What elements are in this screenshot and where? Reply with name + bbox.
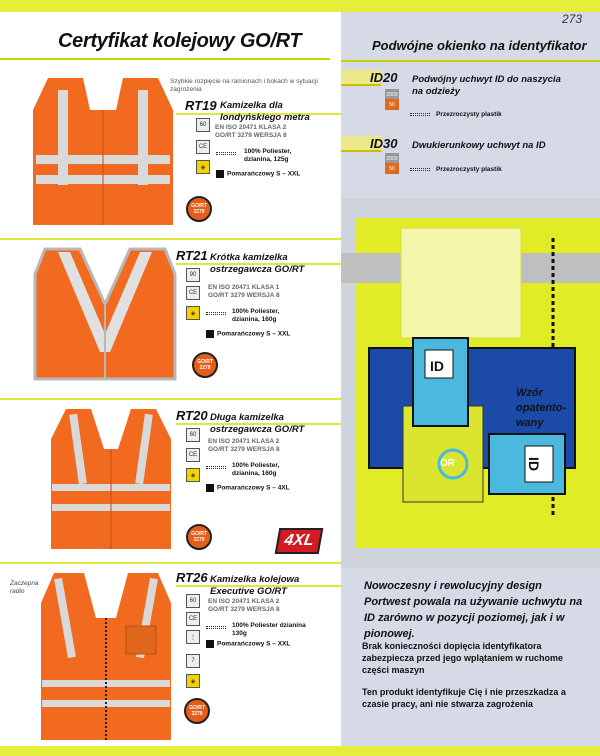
- id30-qty-bottom: 50: [385, 163, 399, 174]
- hi-vis-icon: ◈: [186, 674, 200, 688]
- fabric-icon: [410, 113, 430, 116]
- rt21-color-size-text: Pomarańczowy S – XXL: [217, 330, 291, 338]
- divider: [0, 562, 341, 564]
- color-swatch: [206, 484, 214, 492]
- top-bar: [0, 0, 600, 12]
- paragraph-2: Ten produkt identyfikuje Cię i nie przeszkadza a czasie pracy, ani nie stwarza zagrożenia: [362, 687, 566, 709]
- rt19-code: RT19: [185, 98, 217, 113]
- rt26-standard2: GO/RT 3279 WERSJA 8: [208, 606, 280, 613]
- rt19-note: Szybkie rozpięcie na ramionach i bokach w sytuacji zagrożenia: [170, 78, 318, 93]
- 4xl-badge: 4XL: [275, 528, 324, 554]
- rt19-class-value: 60: [199, 122, 207, 128]
- right-section-title: Podwójne okienko na identyfikator: [372, 38, 587, 53]
- class-icon: [186, 268, 200, 282]
- rt20-fabric: 100% Poliester, dzianina, 160g: [232, 462, 280, 477]
- headline: Nowoczesny i rewolucyjny design Portwest powala na używanie uchwytu na ID zarówno w pozycji poziomej, jak i w pionowej.: [364, 580, 583, 640]
- rt21-standard1: EN ISO 20471 KLASA 1: [208, 284, 280, 291]
- rt26-code: RT26: [176, 570, 208, 585]
- id20-code: ID20: [370, 70, 398, 85]
- rt21-color-size: [206, 330, 290, 339]
- rt21-name: Krótka kamizelka ostrzegawcza GO/RT: [210, 252, 305, 275]
- go-rt-seal-icon: GO/RT 3279: [192, 352, 218, 378]
- patent-label: Wzór opatento-wany: [516, 387, 567, 429]
- hi-vis-icon: ◈: [186, 306, 200, 320]
- divider: [0, 398, 341, 400]
- vest-rt26-image: [36, 568, 176, 744]
- vest-rt20-image: [46, 404, 176, 552]
- left-section-title: Certyfikat kolejowy GO/RT: [58, 30, 302, 52]
- color-swatch: [206, 330, 214, 338]
- class-icon: [186, 428, 200, 442]
- hi-vis-icon: ◈: [186, 468, 200, 482]
- id-label-vertical: ID: [430, 358, 444, 374]
- id20-name: Podwójny uchwyt ID do naszycia na odzieży: [412, 74, 561, 97]
- vest-rt21-image: [30, 244, 180, 394]
- rt19-standard1: EN ISO 20471 KLASA 2: [215, 124, 287, 131]
- go-rt-seal-icon: GO/RT 3279: [184, 698, 210, 724]
- rt19-color-size: [216, 170, 300, 179]
- id20-material: Przezroczysty plastik: [436, 111, 502, 118]
- fabric-icon: [206, 466, 226, 469]
- go-rt-seal-icon: GO/RT 3279: [186, 524, 212, 550]
- rt20-name: Długa kamizelka ostrzegawcza GO/RT: [210, 412, 305, 435]
- rt21-fabric: 100% Poliester, dzianina, 160g: [232, 308, 280, 323]
- right-title-underline: [341, 60, 600, 62]
- rt19-name: Kamizelka dla londyńskiego metra: [220, 100, 310, 123]
- ce-icon: CE: [196, 140, 210, 154]
- class-icon: [186, 594, 200, 608]
- rt26-color-size: [206, 640, 290, 649]
- rt20-code: RT20: [176, 408, 208, 423]
- id30-material: Przezroczysty plastik: [436, 166, 502, 173]
- rt19-standard2: GO/RT 3279 WERSJA 8: [215, 132, 287, 139]
- fabric-icon: [410, 168, 430, 171]
- rt26-standard1: EN ISO 20471 KLASA 2: [208, 598, 280, 605]
- fabric-icon: [206, 312, 226, 315]
- fabric-icon: [206, 626, 226, 629]
- rt20-color-size: [206, 484, 290, 493]
- color-swatch: [206, 640, 214, 648]
- id-label-horizontal: ID: [526, 457, 542, 471]
- rt21-code: RT21: [176, 248, 208, 263]
- ce-icon: CE: [186, 612, 200, 626]
- class-icon: [196, 118, 210, 132]
- paragraph-1: Brak konieczności dopięcia identyfikatora zabezpiecza przed jego wplątaniem w ruchome części maszyn: [362, 641, 564, 675]
- ce-icon: CE: [186, 448, 200, 462]
- left-title-underline: [0, 58, 330, 60]
- rt20-color-size-text: Pomarańczowy S – 4XL: [217, 484, 290, 492]
- pocket-count-icon: [186, 654, 200, 668]
- rt20-standard1: EN ISO 20471 KLASA 2: [208, 438, 280, 445]
- rt21-standard2: GO/RT 3279 WERSJA 8: [208, 292, 280, 299]
- divider: [0, 238, 341, 240]
- rt21-class-value: 90: [189, 272, 197, 278]
- rt20-standard2: GO/RT 3279 WERSJA 8: [208, 446, 280, 453]
- rt20-class-value: 60: [189, 432, 197, 438]
- fabric-icon: [216, 152, 236, 155]
- or-label: OR: [440, 458, 455, 469]
- ce-icon: CE: [186, 286, 200, 300]
- rt26-class-value: 60: [189, 598, 197, 604]
- rt19-fabric: 100% Poliester, dzianina, 125g: [244, 148, 292, 163]
- rt26-name: Kamizelka kolejowa Executive GO/RT: [210, 574, 300, 597]
- rt26-fabric: 100% Poliester dzianina 130g: [232, 622, 306, 637]
- color-swatch: [216, 170, 224, 178]
- page-number: 273: [561, 12, 582, 26]
- rt26-color-size-text: Pomarańczowy S – XXL: [217, 640, 291, 648]
- rt19-color-size-text: Pomarańczowy S – XXL: [227, 170, 301, 178]
- id-holder-diagram: [341, 198, 600, 568]
- id30-qty-top: 2000: [385, 153, 399, 164]
- rt26-pocket-value: 7: [191, 658, 195, 664]
- radio-clip-icon: ⋮: [186, 630, 200, 644]
- vest-rt19-image: [28, 70, 178, 230]
- id20-qty-bottom: 50: [385, 99, 399, 110]
- rt26-note: Zaczepna radio: [10, 580, 39, 595]
- go-rt-seal-icon: GO/RT 3279: [186, 196, 212, 222]
- hi-vis-icon: ◈: [196, 160, 210, 174]
- id20-qty-top: 2000: [385, 89, 399, 100]
- bottom-bar: [0, 746, 600, 756]
- id30-name: Dwukierunkowy uchwyt na ID: [412, 140, 546, 151]
- id30-code: ID30: [370, 136, 398, 151]
